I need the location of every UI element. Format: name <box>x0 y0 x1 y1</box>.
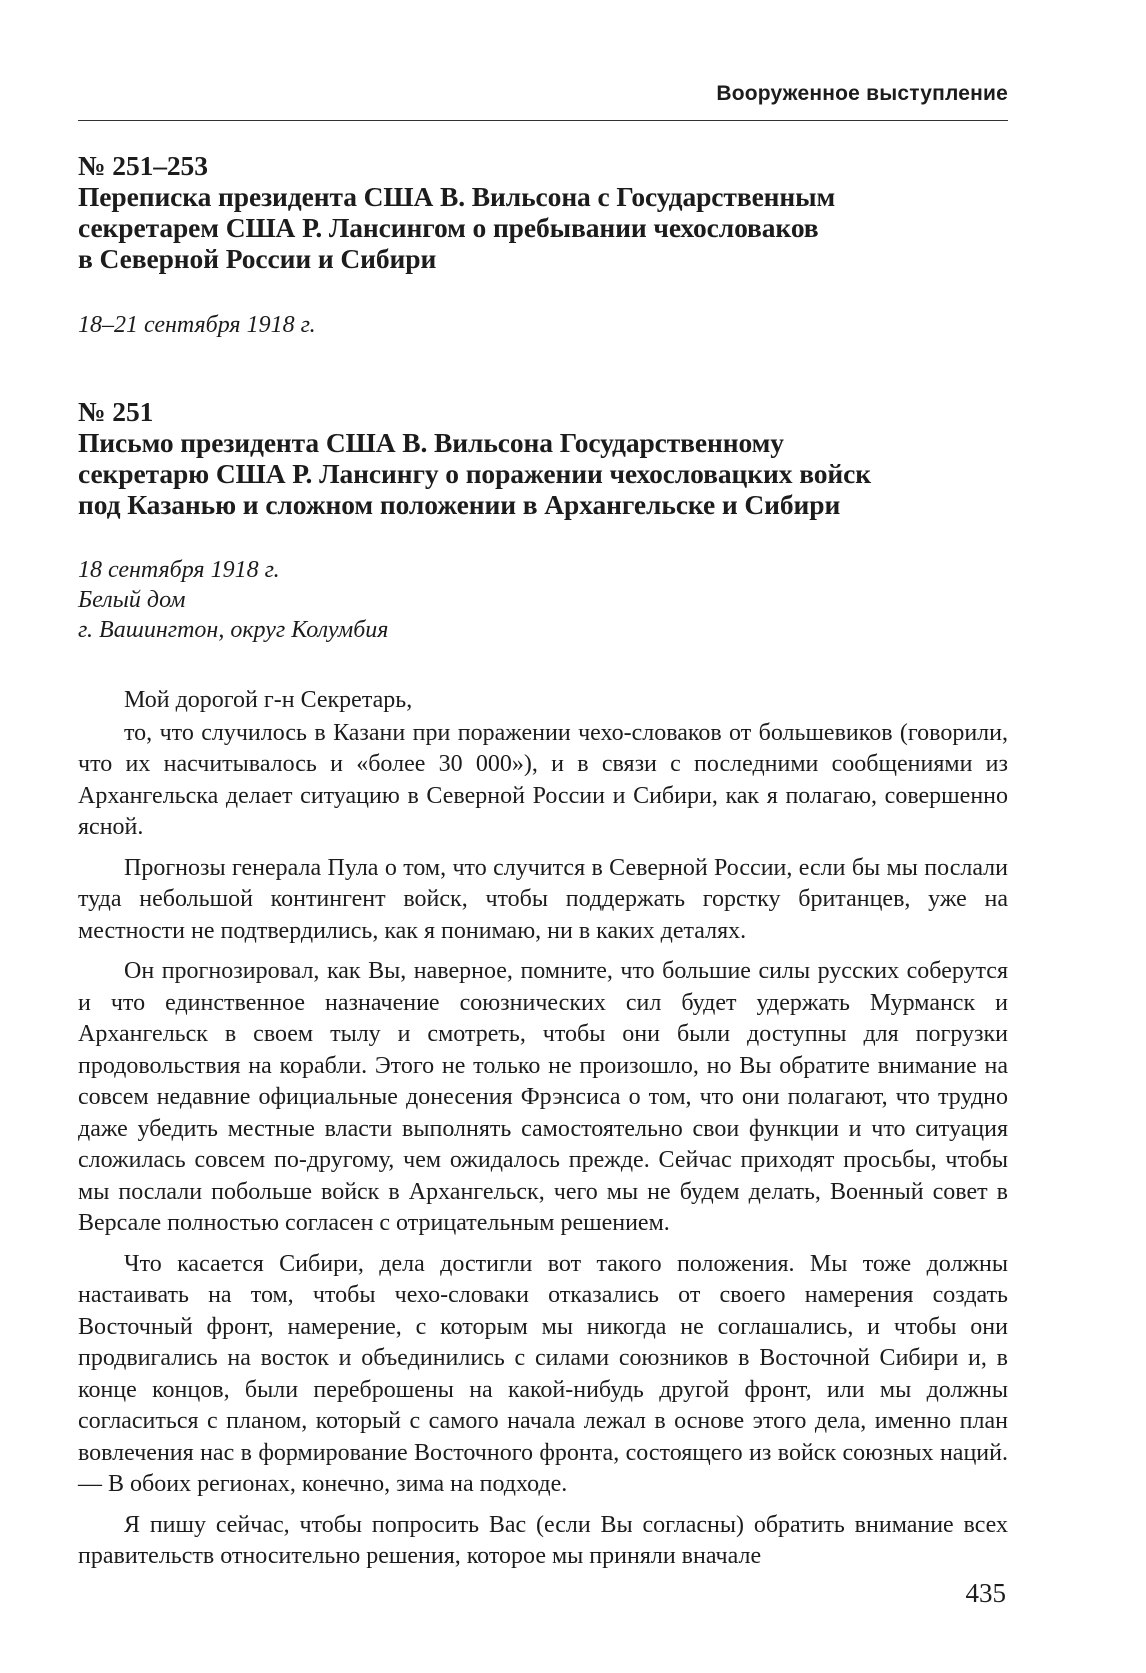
letter-paragraph: Я пишу сейчас, чтобы попросить Вас (если Вы согласны) обратить внимание всех правительств относительно решения, которое мы приняли вначале <box>78 1511 1008 1569</box>
header-rule <box>78 120 1008 121</box>
section-title-line: Переписка президента США В. Вильсона с Государственным <box>78 181 836 212</box>
letter-salutation: Мой дорогой г-н Секретарь, <box>124 687 413 713</box>
letter-body <box>78 685 1008 1582</box>
letter-paragraph: Прогнозы генерала Пула о том, что случится в Северной России, если бы мы послали туда небольшой контингент войск, чтобы поддержать горстку британцев, уже на местности не подтвердились, как я понимаю, ни в каких деталях. <box>78 854 1008 944</box>
letter-paragraph: Что касается Сибири, дела достигли вот такого положения. Мы тоже должны настаивать на том, чтобы чехо-словаки отказались от своего намерения создать Восточный фронт, намерение, с которым мы никогда не соглашались, и чтобы они продвигались на восток и объединились с силами союзников в Восточной Сибири и, в конце концов, были переброшены на какой-нибудь другой фронт, или мы должны согласиться с планом, который с самого начала лежал в основе этого дела, именно план вовлечения нас в формирование Восточного фронта, состоящего из войск союзных наций. — В обоих регионах, конечно, зима на подходе. <box>78 1250 1008 1497</box>
running-head: Вооруженное выступление <box>716 82 1008 105</box>
document-title-line: под Казанью и сложном положении в Архангельске и Сибири <box>78 489 841 520</box>
section-date: 18–21 сентября 1918 г. <box>78 312 316 338</box>
page-number: 435 <box>965 1578 1006 1608</box>
document-date: 18 сентября 1918 г. <box>78 557 280 583</box>
document-number: № 251 <box>78 396 154 427</box>
document-place: г. Вашингтон, округ Колумбия <box>78 617 389 643</box>
document-heading <box>78 396 1008 520</box>
section-number: № 251–253 <box>78 150 208 181</box>
document-title-line: Письмо президента США В. Вильсона Государственному <box>78 427 784 458</box>
section-date-block <box>78 310 1008 340</box>
section-title-line: секретарем США Р. Лансингом о пребывании чехословаков <box>78 212 819 243</box>
document-place: Белый дом <box>78 587 186 613</box>
letter-paragraph: то, что случилось в Казани при поражении чехо-словаков от большевиков (говорили, что их насчитывалось и «более 30 000»), и в связи с последними сообщениями из Архангельска делает ситуацию в Северной России и Сибири, как я полагаю, совершенно ясной. <box>78 719 1008 840</box>
section-title-line: в Северной России и Сибири <box>78 243 437 274</box>
document-dateline <box>78 555 1008 645</box>
document-title-line: секретарю США Р. Лансингу о поражении чехословацких войск <box>78 458 872 489</box>
letter-paragraph: Он прогнозировал, как Вы, наверное, помните, что большие силы русских соберутся и что единственное назначение союзнических сил будет удержать Мурманск и Архангельск в своем тылу и смотреть, чтобы они были доступны для погрузки продовольствия на корабли. Этого не только не произошло, но Вы обратите внимание на совсем недавние официальные донесения Фрэнсиса о том, что они полагают, что трудно даже убедить местные власти выполнять самостоятельно свои функции и что ситуация сложилась совсем по-другому, чем ожидалось прежде. Сейчас приходят просьбы, чтобы мы послали побольше войск в Архангельск, чего мы не будем делать, Военный совет в Версале полностью согласен с отрицательным решением. <box>78 958 1008 1236</box>
section-heading <box>78 150 1008 274</box>
